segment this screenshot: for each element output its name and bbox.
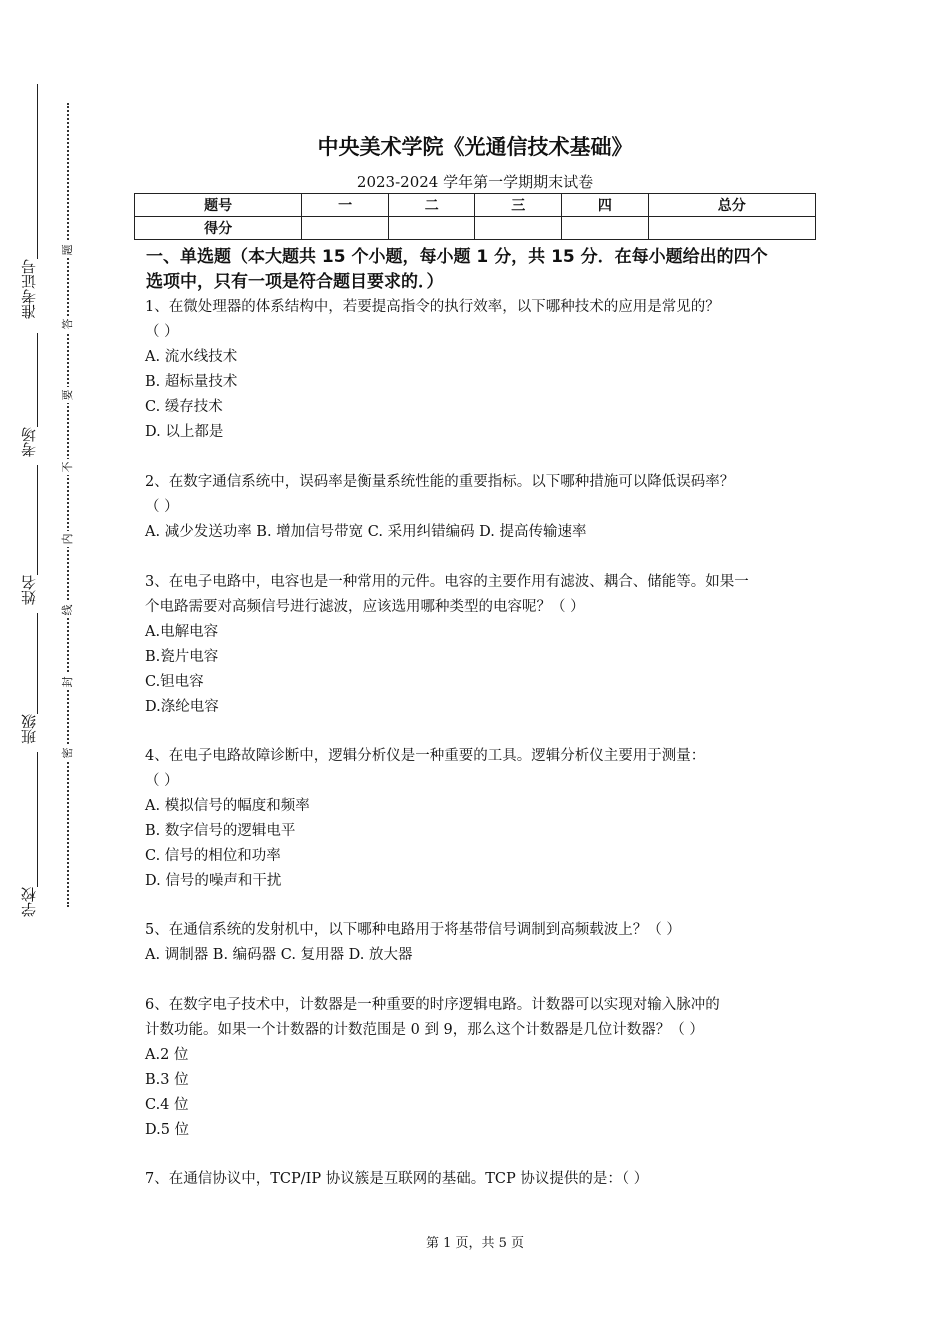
question-6-option: B.3 位: [145, 1072, 189, 1088]
binding-line: [37, 752, 38, 887]
question-4-option: B. 数字信号的逻辑电平: [145, 823, 296, 839]
question-6-stem: 计数功能。如果一个计数器的计数范围是 0 到 9，那么这个计数器是几位计数器？（ ）: [145, 1022, 704, 1038]
question-5-stem: 5、在通信系统的发射机中，以下哪种电路用于将基带信号调制到高频载波上？（ ）: [145, 922, 681, 938]
binding-line: [37, 333, 38, 427]
section-heading-line: 选项中，只有一项是符合题目要求的．）: [146, 272, 444, 292]
section-heading-line: 一、单选题（本大题共 15 个小题，每小题 1 分，共 15 分．在每小题给出的四个: [146, 247, 768, 267]
question-3-stem: 3、在电子电路中，电容也是一种常用的元件。电容的主要作用有滤波、耦合、储能等。如果一: [145, 574, 749, 590]
score-header-cell: 四: [562, 194, 649, 217]
binding-line: [37, 613, 38, 714]
question-4-option: A. 模拟信号的幅度和频率: [145, 798, 310, 814]
question-4-option: C. 信号的相位和功率: [145, 848, 281, 864]
score-cell[interactable]: [562, 217, 649, 240]
binding-line: [37, 465, 38, 575]
exam-title: 中央美术学院《光通信技术基础》: [317, 135, 633, 159]
score-cell[interactable]: [648, 217, 815, 240]
score-table: [134, 193, 816, 240]
question-3-option: D.涤纶电容: [145, 699, 219, 715]
question-4-stem: 4、在电子电路故障诊断中，逻辑分析仪是一种重要的工具。逻辑分析仪主要用于测量：: [145, 748, 706, 764]
score-header-cell: 一: [302, 194, 389, 217]
section-heading: [146, 245, 816, 295]
score-row-label: 得分: [135, 217, 302, 240]
question-7-stem: 7、在通信协议中，TCP/IP 协议簇是互联网的基础。TCP 协议提供的是：（ ）: [145, 1171, 649, 1187]
score-header-cell: 三: [475, 194, 562, 217]
question-4-answer-bracket: （ ）: [145, 773, 179, 789]
question-1-answer-bracket: （ ）: [145, 324, 179, 340]
exam-number-label: 准考证号: [20, 259, 38, 319]
binding-margin: [0, 0, 110, 1344]
question-1-option: A. 流水线技术: [145, 349, 238, 365]
question-1-stem: 1、在微处理器的体系结构中，若要提高指令的执行效率，以下哪种技术的应用是常见的？: [145, 299, 720, 315]
page-number: 第 1 页，共 5 页: [425, 1236, 525, 1251]
score-cell[interactable]: [302, 217, 389, 240]
question-2-options: A. 减少发送功率 B. 增加信号带宽 C. 采用纠错编码 D. 提高传输速率: [145, 524, 587, 540]
question-2-answer-bracket: （ ）: [145, 499, 179, 515]
question-1-option: D. 以上都是: [145, 424, 224, 440]
question-6-stem: 6、在数字电子技术中，计数器是一种重要的时序逻辑电路。计数器可以实现对输入脉冲的: [145, 997, 720, 1013]
question-6-option: C.4 位: [145, 1097, 189, 1113]
question-6-option: A.2 位: [145, 1047, 189, 1063]
score-header-cell: 二: [388, 194, 475, 217]
question-1-option: B. 超标量技术: [145, 374, 238, 390]
question-2-stem: 2、在数字通信系统中，误码率是衡量系统性能的重要指标。以下哪种措施可以降低误码率？: [145, 474, 735, 490]
seal-char: 答: [60, 316, 76, 332]
question-4-option: D. 信号的噪声和干扰: [145, 873, 282, 889]
exam-room-label: 考场: [20, 427, 38, 457]
score-table-header-row: [135, 194, 816, 217]
seal-char: 要: [60, 387, 76, 403]
seal-char: 不: [60, 459, 76, 475]
class-label: 班级: [20, 714, 38, 744]
school-label: 学校: [20, 887, 38, 917]
question-3-option: C.钽电容: [145, 674, 204, 690]
question-3-option: A.电解电容: [145, 624, 219, 640]
seal-dotted-line: [67, 103, 69, 907]
name-label: 姓名: [20, 575, 38, 605]
seal-char: 密: [60, 745, 76, 761]
score-header-cell: 总分: [648, 194, 815, 217]
question-3-stem: 个电路需要对高频信号进行滤波，应该选用哪种类型的电容呢？（ ）: [145, 599, 585, 615]
question-1-option: C. 缓存技术: [145, 399, 223, 415]
question-6-option: D.5 位: [145, 1122, 190, 1138]
question-5-options: A. 调制器 B. 编码器 C. 复用器 D. 放大器: [145, 947, 413, 963]
score-cell[interactable]: [475, 217, 562, 240]
score-cell[interactable]: [388, 217, 475, 240]
seal-char: 题: [60, 242, 76, 258]
exam-subtitle: 2023-2024 学年第一学期期末试卷: [356, 173, 594, 191]
score-header-cell: 题号: [135, 194, 302, 217]
seal-char: 封: [60, 674, 76, 690]
seal-char: 内: [60, 531, 76, 547]
score-table-score-row: [135, 217, 816, 240]
question-3-option: B.瓷片电容: [145, 649, 219, 665]
seal-char: 线: [60, 602, 76, 618]
